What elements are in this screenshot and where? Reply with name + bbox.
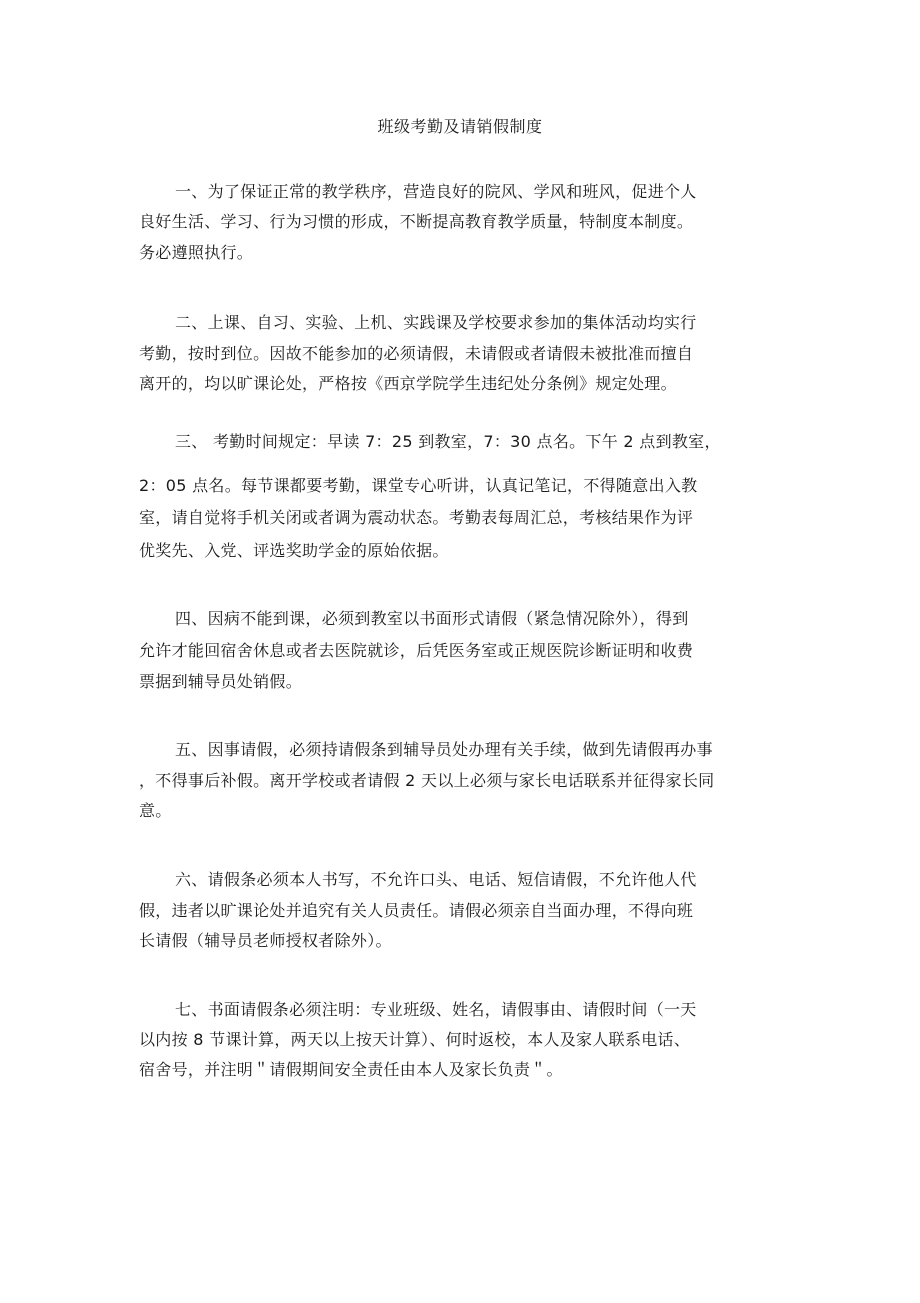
paragraph-1-line-3: 务必遵照执行。 <box>139 243 254 262</box>
paragraph-4-line-2: 允许才能回宿舍休息或者去医院就诊，后凭医务室或正规医院诊断证明和收费 <box>139 641 694 660</box>
paragraph-6-line-1: 六、请假条必须本人书写，不允许口头、电话、短信请假，不允许他人代 <box>175 870 697 889</box>
document-title: 班级考勤及请销假制度 <box>377 117 543 136</box>
paragraph-4-line-1: 四、因病不能到课，必须到教室以书面形式请假（紧急情况除外），得到 <box>175 609 689 628</box>
paragraph-1-line-1: 一、为了保证正常的教学秩序，营造良好的院风、学风和班风，促进个人 <box>175 182 697 201</box>
paragraph-3-line-1: 三、 考勤时间规定：早读 7：25 到教室，7：30 点名。下午 2 点到教室， <box>175 432 721 451</box>
paragraph-3-line-3: 室，请自觉将手机关闭或者调为震动状态。考勤表每周汇总，考核结果作为评 <box>139 508 694 527</box>
paragraph-7-line-3: 宿舍号，并注明＂请假期间安全责任由本人及家长负责＂。 <box>139 1060 563 1079</box>
paragraph-6-line-3: 长请假（辅导员老师授权者除外）。 <box>139 931 392 950</box>
paragraph-4-line-3: 票据到辅导员处销假。 <box>139 672 303 691</box>
paragraph-2-line-2: 考勤，按时到位。因故不能参加的必须请假，未请假或者请假未被批准而擅自 <box>139 344 694 363</box>
paragraph-5-line-1: 五、因事请假，必须持请假条到辅导员处办理有关手续，做到先请假再办事 <box>175 740 713 759</box>
paragraph-2-line-3: 离开的，均以旷课论处，严格按《西京学院学生违纪处分条例》规定处理。 <box>139 374 677 393</box>
paragraph-7-line-1: 七、书面请假条必须注明：专业班级、姓名，请假事由、请假时间（一天 <box>175 1000 697 1019</box>
paragraph-7-line-2: 以内按 8 节课计算，两天以上按天计算）、何时返校，本人及家人联系电话、 <box>139 1030 691 1049</box>
paragraph-6-line-2: 假，违者以旷课论处并追究有关人员责任。请假必须亲自当面办理，不得向班 <box>139 901 694 920</box>
paragraph-2-line-1: 二、上课、自习、实验、上机、实践课及学校要求参加的集体活动均实行 <box>175 313 697 332</box>
paragraph-3-line-4: 优奖先、入党、评选奖助学金的原始依据。 <box>139 541 449 560</box>
paragraph-5-line-2: ，不得事后补假。离开学校或者请假 2 天以上必须与家长电话联系并征得家长同 <box>139 771 715 790</box>
paragraph-5-line-3: 意。 <box>139 801 172 820</box>
paragraph-3-line-2: 2：05 点名。每节课都要考勤，课堂专心听讲，认真记笔记，不得随意出入教 <box>139 476 698 495</box>
paragraph-1-line-2: 良好生活、学习、行为习惯的形成，不断提高教育教学质量，特制度本制度。 <box>139 212 694 231</box>
